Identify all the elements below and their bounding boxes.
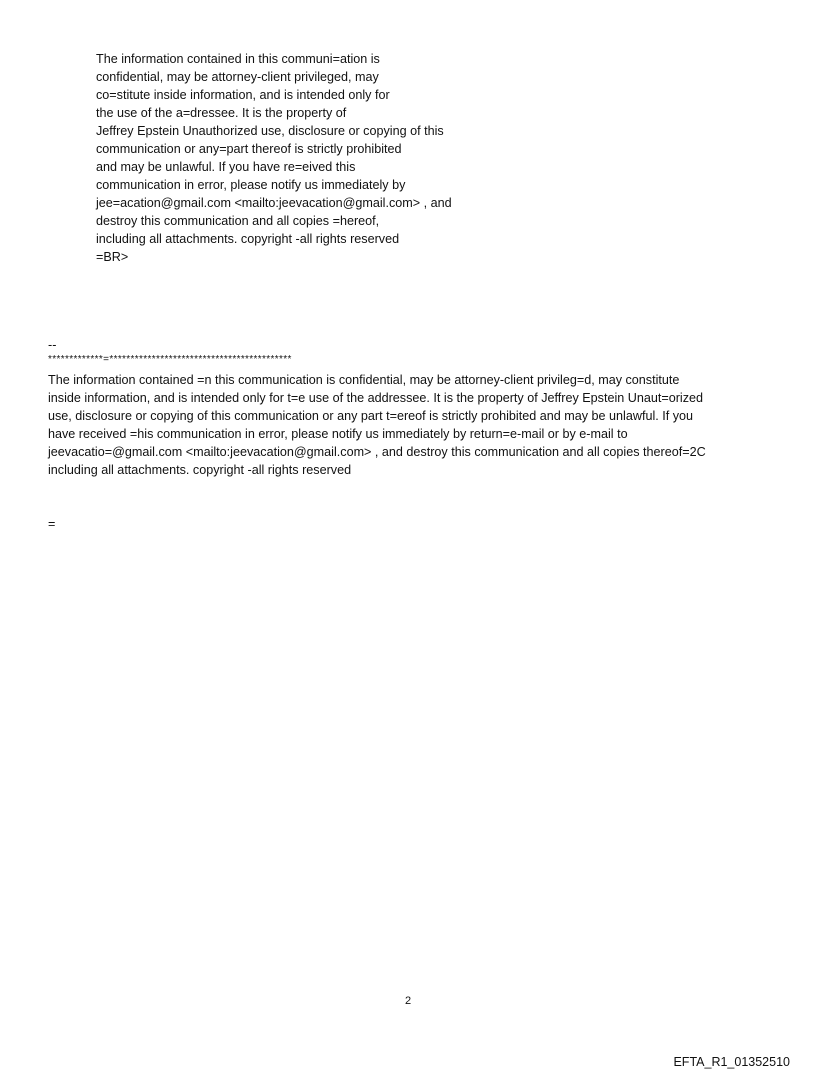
- quoted-disclaimer-block: [96, 50, 452, 266]
- signature-separator-stars: *************=*******************************************: [48, 354, 292, 365]
- quoted-disclaimer-line: destroy this communication and all copies =hereof,: [96, 214, 380, 228]
- main-disclaimer-line: The information contained =n this communication is confidential, may be attorney-client privileg=d, may constitute: [48, 373, 680, 387]
- trailing-equals: =: [48, 517, 56, 531]
- quoted-disclaimer-line: and may be unlawful. If you have re=eived this: [96, 160, 356, 174]
- quoted-disclaimer-line: jee=acation@gmail.com <mailto:jeevacation@gmail.com> , and: [96, 196, 452, 210]
- quoted-disclaimer-line: the use of the a=dressee. It is the property of: [96, 106, 347, 120]
- quoted-disclaimer-line: =BR>: [96, 250, 129, 264]
- main-disclaimer-line: jeevacatio=@gmail.com <mailto:jeevacation@gmail.com> , and destroy this communication and all copies thereof=2C: [48, 445, 706, 459]
- quoted-disclaimer-line: including all attachments. copyright -all rights reserved: [96, 232, 400, 246]
- signature-separator-dash: --: [48, 338, 57, 352]
- main-disclaimer-block: [48, 371, 706, 479]
- quoted-disclaimer-line: co=stitute inside information, and is intended only for: [96, 88, 390, 102]
- main-disclaimer-line: including all attachments. copyright -all rights reserved: [48, 463, 352, 477]
- quoted-disclaimer-line: The information contained in this communi=ation is: [96, 52, 380, 66]
- document-id: EFTA_R1_01352510: [673, 1055, 790, 1069]
- main-disclaimer-line: use, disclosure or copying of this communication or any part t=ereof is strictly prohibited and may be unlawful. If you: [48, 409, 694, 423]
- quoted-disclaimer-line: communication or any=part thereof is strictly prohibited: [96, 142, 402, 156]
- page-number: 2: [404, 995, 412, 1007]
- main-disclaimer-line: have received =his communication in error, please notify us immediately by return=e-mail or by e-mail to: [48, 427, 628, 441]
- main-disclaimer-line: inside information, and is intended only for t=e use of the addressee. It is the property of Jeffrey Epstein Unaut=orized: [48, 391, 704, 405]
- quoted-disclaimer-line: Jeffrey Epstein Unauthorized use, disclosure or copying of this: [96, 124, 444, 138]
- quoted-disclaimer-line: communication in error, please notify us immediately by: [96, 178, 406, 192]
- quoted-disclaimer-line: confidential, may be attorney-client privileged, may: [96, 70, 379, 84]
